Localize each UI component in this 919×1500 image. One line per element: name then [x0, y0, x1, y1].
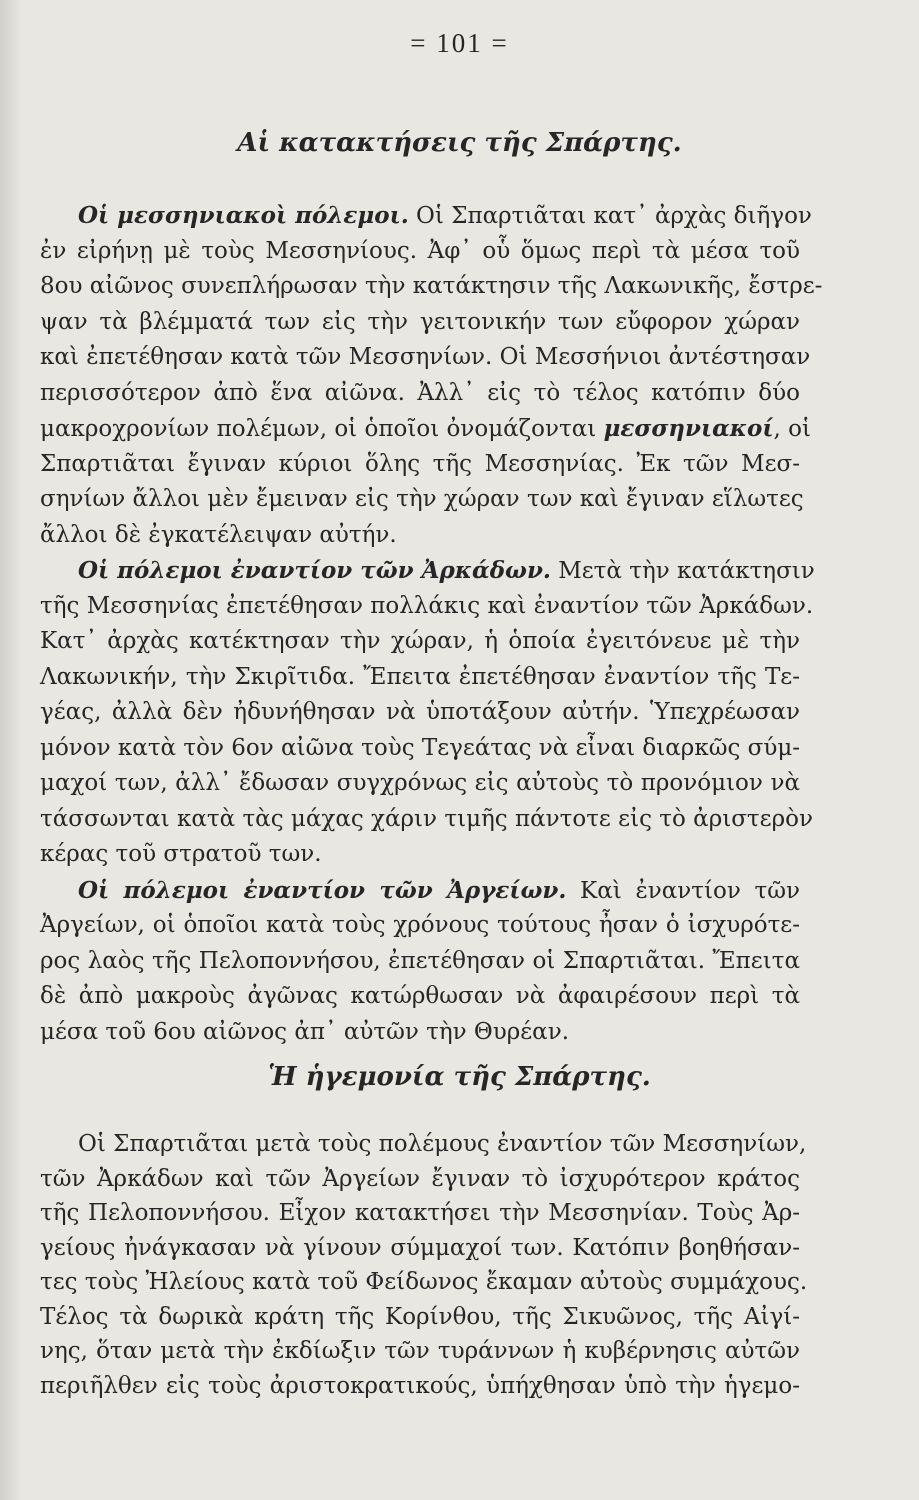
line-text: μαχοί των, ἀλλ᾽ ἔδωσαν συγχρόνως εἰς αὐτοὺς τὸ προνόμιον νὰ [40, 770, 800, 796]
line-text: Καὶ ἐναντίον τῶν [566, 877, 800, 904]
paragraph-lead-heading: Οἱ μεσσηνιακοὶ πόλεμοι. [78, 202, 409, 229]
line-text: Ἀργείων, οἱ ὁποῖοι κατὰ τοὺς χρόνους τούτους ἦσαν ὁ ἰσχυρότε- [40, 912, 800, 938]
line-text: ρος λαὸς τῆς Πελοποννήσου, ἐπετέθησαν οἱ Σπαρτιᾶται. Ἔπειτα [40, 947, 800, 974]
text-line [40, 518, 800, 554]
paragraph-lead-heading: Οἱ πόλεμοι ἐναντίον τῶν Ἀρκάδων. [78, 557, 551, 584]
text-line [40, 482, 804, 518]
text-line [40, 908, 800, 944]
line-text: μακροχρονίων πολέμων, οἱ ὁποῖοι ὀνομάζονται [40, 416, 604, 442]
text-line [40, 1015, 800, 1051]
text-line [40, 305, 800, 341]
text-line [40, 1196, 800, 1231]
section-heading-hegemony: Ἡ ἡγεμονία τῆς Σπάρτης. [268, 1062, 651, 1092]
line-text: Οἱ Σπαρτιᾶται μετὰ τοὺς πολέμους ἐναντίον τῶν Μεσσηνίων, [78, 1131, 807, 1157]
emphasized-term: μεσσηνιακοί [603, 415, 774, 442]
line-text: τῆς Μεσσηνίας ἐπετέθησαν πολλάκις καὶ ἐναντίον τῶν Ἀρκάδων. [40, 592, 814, 619]
page-number: = 101 = [410, 28, 509, 58]
line-text: Σπαρτιᾶται ἔγιναν κύριοι ὅλης τῆς Μεσσηνίας. Ἐκ τῶν Μεσ- [40, 450, 800, 477]
text-line [40, 979, 800, 1015]
line-text: ἐν εἰρήνῃ μὲ τοὺς Μεσσηνίους. Ἀφ᾽ οὗ ὅμως περὶ τὰ μέσα τοῦ [40, 237, 800, 264]
text-line [40, 589, 814, 625]
text-line [40, 553, 815, 589]
text-line [40, 802, 813, 838]
line-text: τάσσωνται κατὰ τὰς μάχας χάριν τιμῆς πάντοτε εἰς τὸ ἀριστερὸν [40, 805, 813, 832]
text-line [40, 1300, 800, 1335]
line-text: νης, ὅταν μετὰ τὴν ἐκδίωξιν τῶν τυράννων ἡ κυβέρνησις αὐτῶν [40, 1338, 800, 1364]
line-text: κέρας τοῦ στρατοῦ των. [40, 841, 322, 867]
text-line [40, 198, 812, 234]
line-text-tail: , οἱ [773, 416, 812, 442]
line-text: τῆς Πελοποννήσου. Εἶχον κατακτήσει τὴν Μεσσηνίαν. Τοὺς Ἀρ- [40, 1200, 800, 1226]
line-text: ἄλλοι δὲ ἐγκατέλειψαν αὐτήν. [40, 521, 397, 548]
text-line [40, 340, 811, 376]
line-text: γείους ἠνάγκασαν νὰ γίνουν σύμμαχοί των. Κατόπιν βοηθήσαν- [40, 1234, 800, 1261]
text-line [40, 837, 800, 873]
text-line [40, 1369, 800, 1404]
section-body-conquests [40, 198, 823, 1050]
line-text: περισσότερον ἀπὸ ἕνα αἰῶνα. Ἀλλ᾽ εἰς τὸ τέλος κατόπιν δύο [40, 379, 800, 406]
text-line [40, 447, 800, 483]
text-line [40, 731, 800, 767]
line-text: μέσα τοῦ 6ου αἰῶνος ἀπ᾽ αὐτῶν τὴν Θυρέαν. [40, 1018, 570, 1045]
section-body-hegemony [40, 1127, 808, 1403]
line-text: Κατ᾽ ἀρχὰς κατέκτησαν τὴν χώραν, ἡ ὁποία ἐγειτόνευε μὲ τὴν [40, 628, 800, 654]
text-line [40, 695, 800, 731]
text-line [40, 944, 800, 980]
text-line [40, 1127, 807, 1162]
text-line [40, 873, 800, 909]
text-line [40, 1265, 808, 1300]
text-line [40, 1334, 800, 1369]
line-text: τες τοὺς Ἠλείους κατὰ τοῦ Φείδωνος ἔκαμαν αὐτοὺς συμμάχους. [40, 1269, 808, 1295]
line-text: περιῆλθεν εἰς τοὺς ἀριστοκρατικούς, ὑπήχθησαν ὑπὸ τὴν ἡγεμο- [40, 1372, 800, 1399]
line-text: τῶν Ἀρκάδων καὶ τῶν Ἀργείων ἔγιναν τὸ ἰσχυρότερον κράτος [40, 1165, 800, 1192]
text-line [40, 766, 800, 802]
text-line [40, 376, 800, 412]
line-text: Τέλος τὰ δωρικὰ κράτη τῆς Κορίνθου, τῆς Σικυῶνος, τῆς Αἰγί- [40, 1303, 800, 1330]
text-line [40, 1162, 800, 1197]
line-text: δὲ ἀπὸ μακροὺς ἀγῶνας κατώρθωσαν νὰ ἀφαιρέσουν περὶ τὰ [40, 983, 800, 1009]
text-line [40, 1231, 800, 1266]
line-text: καὶ ἐπετέθησαν κατὰ τῶν Μεσσηνίων. Οἱ Μεσσήνιοι ἀντέστησαν [40, 344, 811, 370]
line-text: Οἱ Σπαρτιᾶται κατ᾽ ἀρχὰς διῆγον [408, 203, 812, 229]
text-line [40, 660, 800, 696]
text-line [40, 234, 800, 270]
line-text: Λακωνικήν, τὴν Σκιρῖτιδα. Ἔπειτα ἐπετέθησαν ἐναντίον τῆς Τε- [40, 663, 800, 690]
paragraph-lead-heading: Οἱ πόλεμοι ἐναντίον τῶν Ἀργείων. [78, 876, 567, 904]
line-text: Μετὰ τὴν κατάκτησιν [550, 558, 815, 584]
section-heading-conquests: Αἱ κατακτήσεις τῆς Σπάρτης. [237, 128, 682, 158]
text-line [40, 411, 812, 447]
line-text: γέας, ἀλλὰ δὲν ἠδυνήθησαν νὰ ὑποτάξουν αὐτήν. Ὑπεχρέωσαν [40, 699, 800, 725]
line-text: μόνον κατὰ τὸν 6ον αἰῶνα τοὺς Τεγεάτας νὰ εἶναι διαρκῶς σύμ- [40, 734, 801, 761]
line-text: ψαν τὰ βλέμματά των εἰς τὴν γειτονικήν των εὔφορον χώραν [40, 308, 800, 335]
line-text: 8ου αἰῶνος συνεπλήρωσαν τὴν κατάκτησιν τῆς Λακωνικῆς, ἔστρε- [40, 273, 823, 299]
text-line [40, 269, 823, 305]
line-text: σηνίων ἄλλοι μὲν ἔμειναν εἰς τὴν χώραν των καὶ ἔγιναν εἵλωτες [40, 486, 804, 512]
text-line [40, 624, 800, 660]
